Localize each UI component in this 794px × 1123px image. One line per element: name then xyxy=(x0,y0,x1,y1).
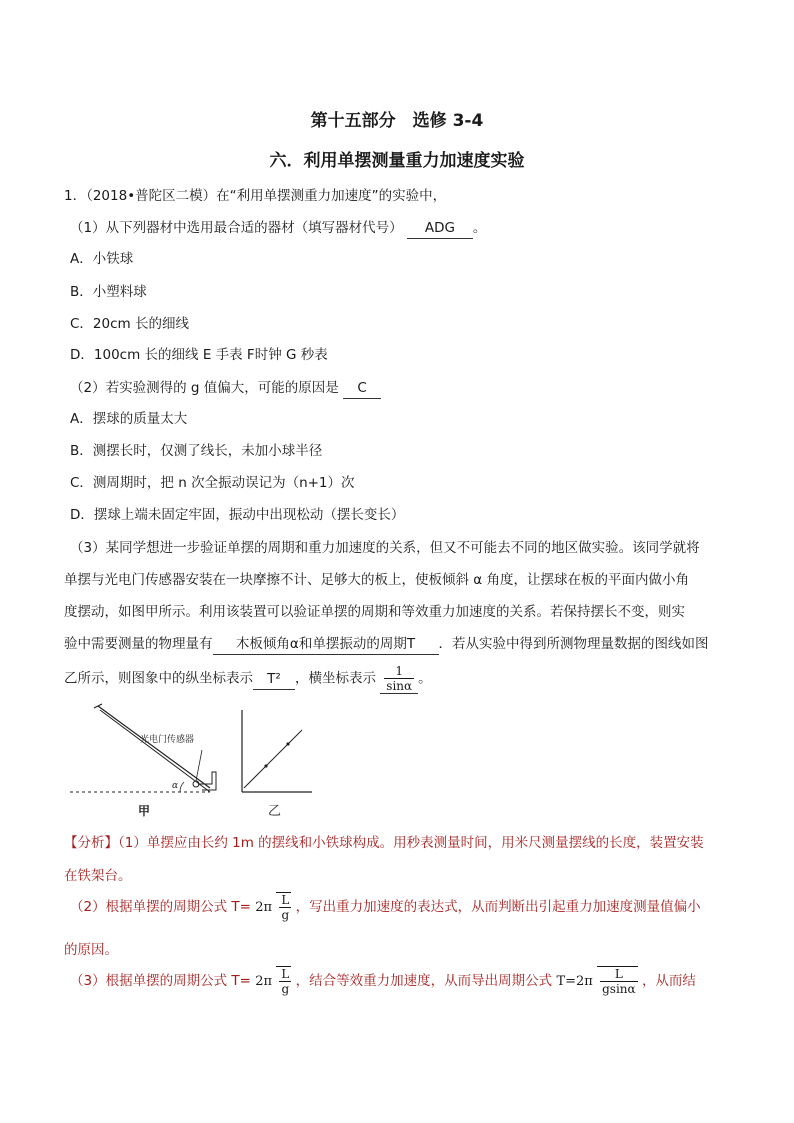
q1-option-c: C．20cm 长的细线 xyxy=(70,316,189,332)
q1-option-b: B．小塑料球 xyxy=(70,284,147,300)
q3-answer1: 木板倾角α和单摆振动的周期T xyxy=(213,634,439,655)
q3-line2: 单摆与光电门传感器安装在一块摩擦不计、足够大的板上，使板倾斜 α 角度，让摆球在板的平面内做小角 xyxy=(64,572,689,588)
q1-answer: ADG xyxy=(407,218,473,239)
q2-option-d: D．摆球上端未固定牢固，振动中出现松动（摆长变长） xyxy=(70,507,405,523)
q3-line5-pre: 乙所示，则图象中的纵坐标表示 xyxy=(64,670,253,687)
part-title: 第十五部分 选修 3-4 xyxy=(310,111,484,131)
formula-T2pi: T=2π xyxy=(556,974,593,989)
answer3-fraction xyxy=(384,664,414,693)
q2-stem-line xyxy=(70,378,381,399)
formula-g-p2: g xyxy=(281,908,290,922)
q1-end: 。 xyxy=(472,220,487,236)
question-intro: 1．（2018•普陀区二模）在“利用单摆测重力加速度”的实验中， xyxy=(64,188,447,204)
analysis-p1-text: （1）单摆应由长约 1m 的摆线和小铁球构成。用秒表测量时间，用米尺测量摆线的长度，装置安装 xyxy=(118,835,704,851)
q1-stem: （1）从下列器材中选用最合适的器材（填写器材代号） xyxy=(70,220,403,236)
q3-answer2: T² xyxy=(253,669,295,690)
analysis-p2-post: ，写出重力加速度的表达式，从而判断出引起重力加速度测量值偏小 xyxy=(295,899,701,915)
formula-2pi-p2: 2π xyxy=(255,900,273,915)
q1-option-d: D．100cm 长的细线 E 手表 F时钟 G 秒表 xyxy=(70,347,328,363)
figure-label-yi: 乙 xyxy=(268,804,282,819)
figure-yi-graph xyxy=(242,710,312,792)
sensor-label: 光电门传感器 xyxy=(140,735,195,745)
formula-L-p3b: L xyxy=(600,967,638,982)
sqrt-p3-gsin xyxy=(597,966,638,996)
q2-answer: C xyxy=(343,378,381,399)
analysis-p2-line2: 的原因。 xyxy=(64,942,118,958)
analysis-p3-line1 xyxy=(70,966,696,1002)
q2-stem: （2）若实验测得的 g 值偏大，可能的原因是 xyxy=(70,380,339,396)
q2-option-b: B．测摆长时，仅测了线长，未加小球半径 xyxy=(70,443,323,459)
analysis-p1-line1 xyxy=(64,833,704,853)
analysis-tag: 【分析】 xyxy=(64,835,118,851)
q3-line4-pre: 验中需要测量的物理量有 xyxy=(64,636,213,652)
formula-gsin: gsinα xyxy=(602,982,636,996)
formula-L-p2: L xyxy=(281,893,290,907)
q3-line4-post: ．若从实验中得到所测物理量数据的图线如图 xyxy=(438,636,709,652)
analysis-p2-pre: （2）根据单摆的周期公式 T= xyxy=(70,899,251,915)
q1-stem-line xyxy=(70,218,486,239)
experiment-figure xyxy=(62,700,322,820)
q3-answer3 xyxy=(380,664,418,694)
q1-option-a: A．小铁球 xyxy=(70,251,134,267)
sqrt-p2 xyxy=(276,892,291,922)
analysis-p3-post: ，从而结 xyxy=(641,973,696,989)
q2-option-c: C．测周期时，把 n 次全振动误记为（n+1）次 xyxy=(70,475,355,491)
analysis-p3-mid: ，结合等效重力加速度，从而导出周期公式 xyxy=(295,973,553,989)
figure-jia-diagram xyxy=(70,704,216,792)
q3-line5-end: 。 xyxy=(418,670,432,687)
q3-line4 xyxy=(64,634,709,655)
q2-option-a: A．摆球的质量太大 xyxy=(70,411,188,427)
figure-label-jia: 甲 xyxy=(138,804,151,818)
q3-line1: （3）某同学想进一步验证单摆的周期和重力加速度的关系，但又不可能去不同的地区做实验。该同学就将 xyxy=(70,540,700,556)
formula-2pi-p3: 2π xyxy=(255,974,273,989)
analysis-p2-line1 xyxy=(70,892,701,928)
answer3-denominator: sinα xyxy=(386,679,413,693)
sqrt-p3 xyxy=(276,966,291,996)
analysis-p3-pre: （3）根据单摆的周期公式 T= xyxy=(70,973,251,989)
formula-g-p3: g xyxy=(281,982,290,996)
q3-line5 xyxy=(64,664,432,692)
formula-L-p3: L xyxy=(281,967,290,981)
alpha-label: α xyxy=(172,781,179,791)
analysis-p1-line2: 在铁架台。 xyxy=(64,868,132,884)
answer3-numerator: 1 xyxy=(384,664,414,679)
q3-line5-mid: ，横坐标表示 xyxy=(295,670,376,687)
section-title: 六．利用单摆测量重力加速度实验 xyxy=(269,151,525,171)
q3-line3: 度摆动，如图甲所示。利用该装置可以验证单摆的周期和等效重力加速度的关系。若保持摆长不变，则实 xyxy=(64,604,685,620)
